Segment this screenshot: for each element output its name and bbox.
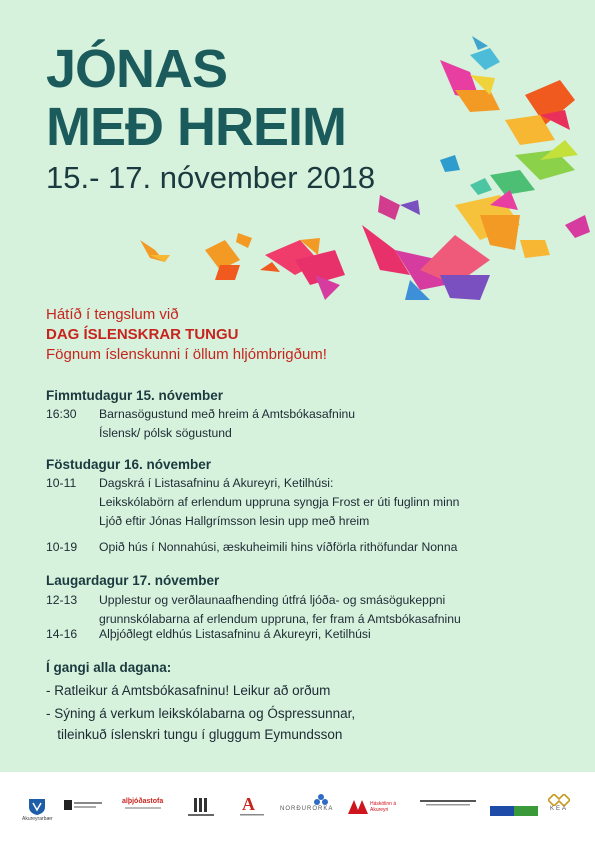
bird-icon [440,60,500,112]
aspressan-logo [238,792,266,818]
amtsbokasafnid-logo [188,798,214,818]
day-heading-friday: Föstudagur 16. nóvember [46,457,212,472]
intro-line-1: Hátíð í tengslum við [46,306,179,323]
colorful-birds-illustration [0,0,595,320]
sponsor-name: Háskólinn á Akureyri [370,801,397,813]
sponsor-name: Akureyrarbær [22,816,53,822]
bird-icon [455,190,520,250]
haskolinn-logo [348,800,400,814]
kea-logo [548,794,570,812]
event-desc: Ljóð eftir Jónas Hallgrímsson lesin upp með hreim [99,514,370,528]
event-time: 16:30 [46,407,77,421]
intro-line-2: DAG ÍSLENSKRAR TUNGU [46,326,239,343]
intro-line-3: Fögnum íslenskunni í öllum hljómbrigðum! [46,346,327,363]
shield-icon [26,798,48,816]
minjasafnid-logo [420,798,476,808]
nordurorka-logo [280,794,333,812]
event-dates: 15.- 17. nóvember 2018 [46,160,376,195]
bird-icon [470,36,500,70]
bird-icon [140,240,170,262]
event-time: 10-11 [46,476,77,490]
sponsor-name: alþjóðastofa [122,798,164,805]
eymundsson-logo [490,806,538,816]
listasafnid-logo [64,798,104,812]
all-days-item: - Ratleikur á Amtsbókasafninu! Leikur að orðum [46,683,331,698]
bird-icon [520,240,550,258]
svg-text:A: A [242,794,255,814]
event-desc: Upplestur og verðlaunaafhending útfrá ljóða- og smásögukeppni [99,593,446,607]
intro-block [46,305,327,365]
event-time: 12-13 [46,593,78,607]
bird-icon [205,240,240,280]
event-desc: Leikskólabörn af erlendum uppruna syngja Frost er úti fuglinn minn [99,495,460,509]
event-time: 14-16 [46,627,78,641]
day-heading-thursday: Fimmtudagur 15. nóvember [46,388,224,403]
event-desc: Barnasögustund með hreim á Amtsbókasafninu [99,407,356,421]
all-days-item: - Sýning á verkum leikskólabarna og Óspressunnar, [46,706,356,721]
event-desc: Alþjóðlegt eldhús Listasafninu á Akureyri, Ketilhúsi [99,627,371,641]
event-desc: Íslensk/ pólsk sögustund [99,426,232,440]
title-line-1: JÓNAS [46,39,228,99]
bird-icon [505,80,575,145]
event-desc: Opið hús í Nonnahúsi, æskuheimili hins víðförla rithöfundar Nonna [99,540,458,554]
bird-icon [440,155,492,195]
sponsor-name: NORÐURORKA [280,806,334,812]
event-desc: Dagskrá í Listasafninu á Akureyri, Ketilhúsi: [99,476,334,490]
day-heading-saturday: Laugardagur 17. nóvember [46,573,220,588]
event-desc: grunnskólabarna af erlendum uppruna, fer fram á Amtsbókasafninu [99,612,461,626]
all-days-item: tileinkuð íslenskri tungu í gluggum Eymundsson [46,727,343,742]
event-time: 10-19 [46,540,78,554]
title-line-2: MEÐ HREIM [46,97,346,157]
all-days-heading: Í gangi alla dagana: [46,660,172,675]
bird-icon [378,195,420,220]
bird-icon [565,215,590,238]
bird-icon [490,140,578,195]
althjodastofa-logo [122,798,163,811]
bird-icon [362,225,490,300]
sponsor-footer [0,772,595,841]
akureyrarbaer-logo [22,798,53,822]
sponsor-name: KEA [549,806,568,812]
